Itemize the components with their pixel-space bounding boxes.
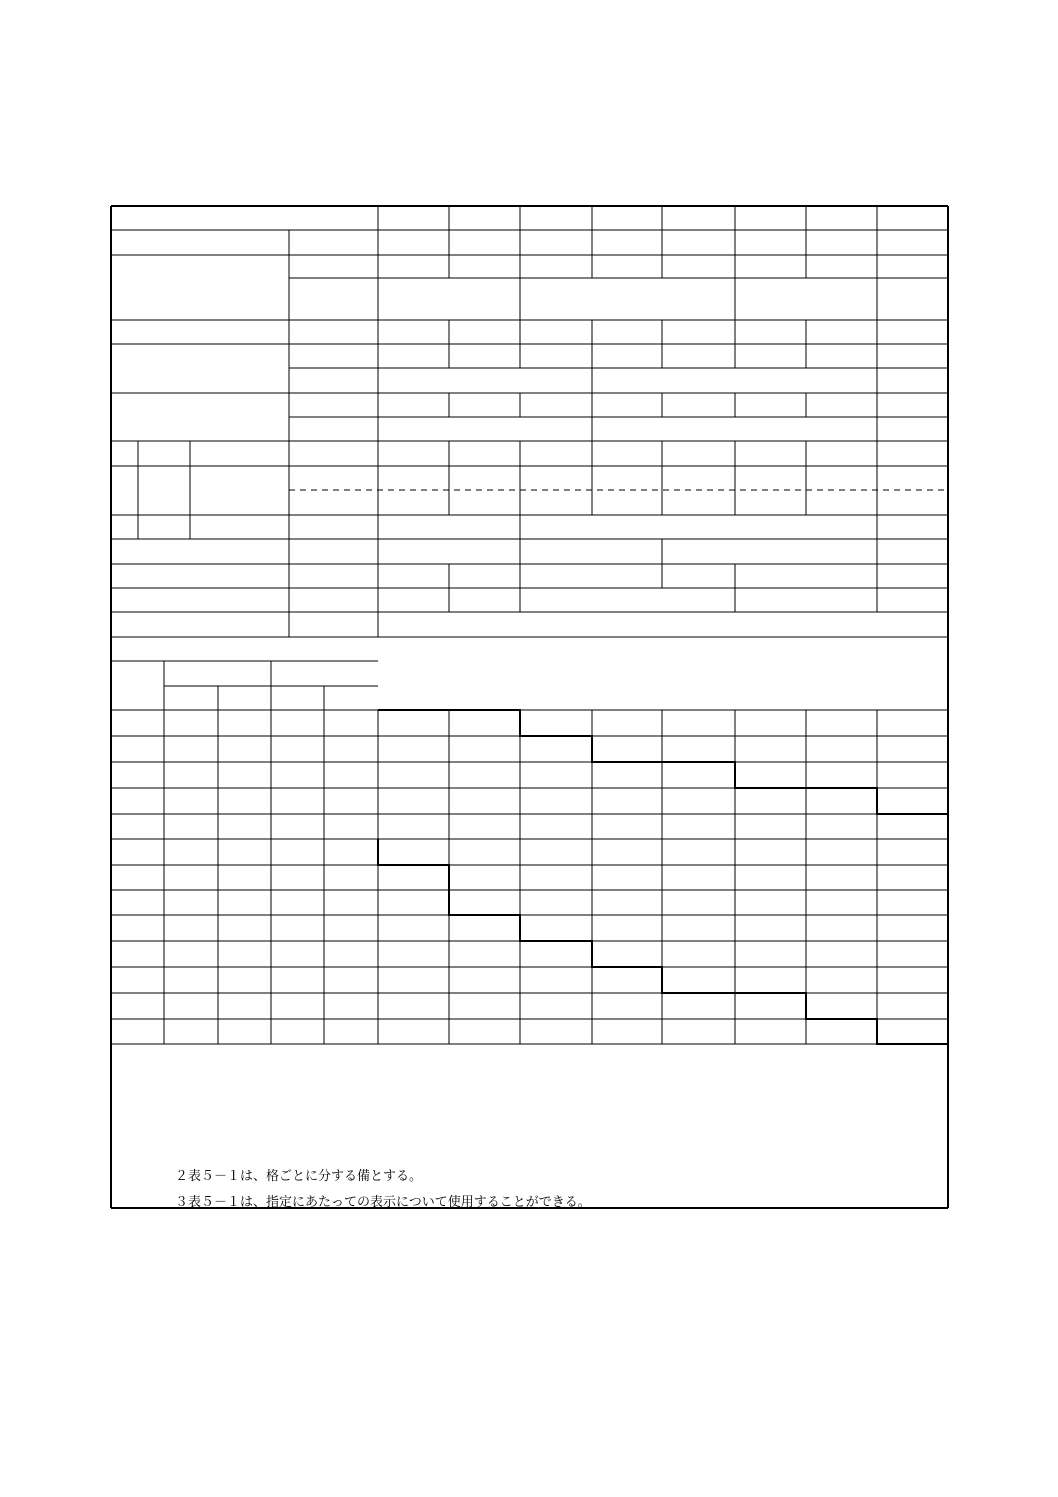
footnote-line-3: ３表５－１は、指定にあたっての表示について使用することができる。 xyxy=(162,1195,591,1210)
footnote-line-2: ２表５－１は、格ごとに分する備とする。 xyxy=(162,1169,423,1184)
